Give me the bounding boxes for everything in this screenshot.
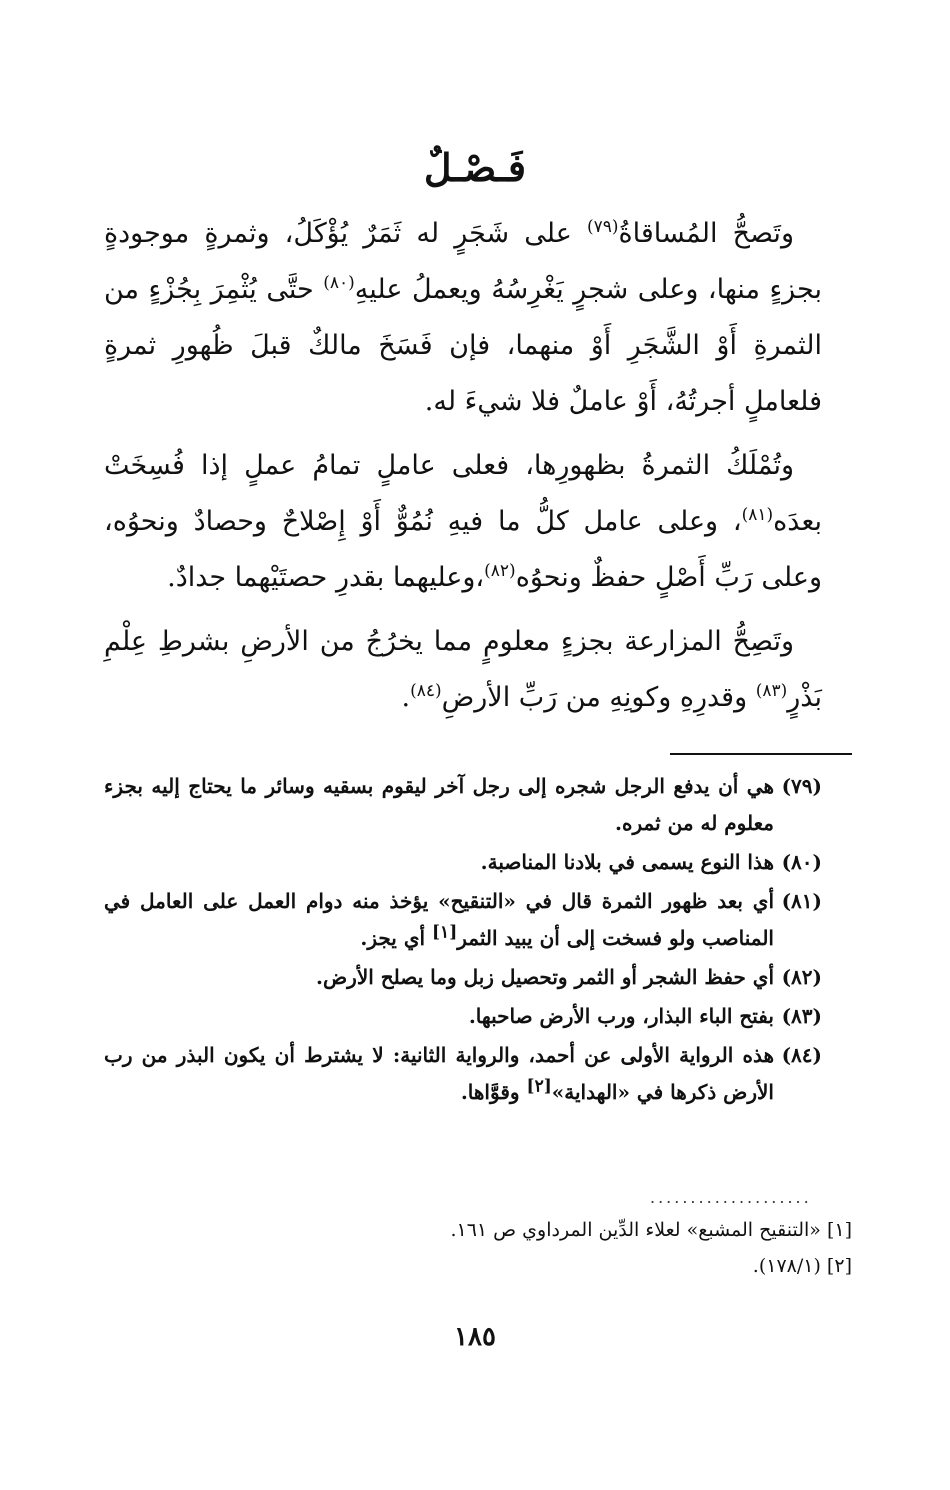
footnote-divider	[670, 753, 852, 755]
footnote-number: (٨١)	[781, 889, 822, 913]
paragraph-text: على شَجَرٍ له ثَمَرٌ يُؤْكَلُ، وثمرةٍ موجودةٍ بجزءٍ منها، وعلى شجرٍ يَغْرِسُهُ ويعملُ عليهِ	[104, 218, 822, 305]
paragraph-1	[104, 206, 822, 430]
paragraph-text: وتَصحُّ المُساقاةُ	[618, 218, 794, 249]
footnote	[104, 844, 822, 881]
paragraph-2	[104, 438, 822, 606]
footnote-ref: (٨٢)	[484, 561, 516, 581]
footnote-ref: (٨٣)	[755, 681, 788, 701]
main-text	[104, 206, 822, 734]
editor-note: [٢] (١٧٨/١).	[752, 1255, 852, 1277]
footnote-text: هي أن يدفع الرجل شجره إلى رجل آخر ليقوم بسقيه وسائر ما يحتاج إليه بجزء معلوم له من ثمره.	[104, 774, 774, 835]
paragraph-3	[104, 614, 822, 726]
footnote-ref: (٧٩)	[586, 217, 619, 237]
dotted-separator: ....................	[650, 1188, 812, 1207]
footnote-ref: (٨٠)	[323, 273, 355, 293]
footnote	[104, 998, 822, 1035]
footnote-number: (٨٠)	[781, 850, 822, 874]
paragraph-text: ، وعلى عامل كلُّ ما فيهِ نُمُوٌّ أَوْ إِصْلاحٌ وحصادٌ ونحوُه، وعلى رَبِّ أَصْلٍ حفظٌ ونحوُه	[104, 506, 822, 593]
footnote-number: (٨٣)	[781, 1004, 822, 1028]
editor-note-ref: [٢]	[526, 1076, 552, 1097]
footnote-ref: (٨١)	[741, 505, 774, 525]
paragraph-text: وتَصِحُّ المزارعة بجزءٍ معلومٍ مما يخرُجُ من الأرضِ بشرطِ عِلْمِ بَذْرٍ	[104, 626, 822, 713]
footnote-text-part: وقوَّاها.	[460, 1080, 527, 1104]
footnote-text-part: هذه الرواية الأولى عن أحمد، والرواية الثانية: لا يشترط أن يكون البذر من رب الأرض ذكرها في «الهداية»	[104, 1043, 774, 1104]
footnote-text: هذا النوع يسمى في بلادنا المناصبة.	[480, 850, 774, 874]
paragraph-text: .	[401, 682, 411, 713]
footnotes	[104, 768, 822, 1113]
footnote-number: (٨٤)	[781, 1043, 822, 1067]
footnote-text: بفتح الباء البذار، ورب الأرض صاحبها.	[468, 1004, 774, 1028]
editor-note: [١] «التنقيح المشبع» لعلاء الدِّين المرداوي ص ١٦١.	[450, 1219, 852, 1241]
section-heading: فَـصْـلٌ	[423, 145, 527, 190]
footnote-text: أي حفظ الشجر أو الثمر وتحصيل زبل وما يصلح الأرض.	[316, 965, 774, 989]
footnote-text	[104, 889, 774, 950]
footnote	[104, 959, 822, 996]
editor-notes	[300, 1212, 852, 1284]
footnote-number: (٧٩)	[781, 774, 822, 798]
footnote-text	[104, 1043, 774, 1104]
paragraph-text: ،وعليهما بقدرِ حصتَيْهما جدادٌ.	[167, 562, 485, 593]
paragraph-text: وتُمْلَكُ الثمرةُ بظهورِها، فعلى عاملٍ تمامُ عملٍ إذا فُسِخَتْ بعدَه	[104, 450, 822, 537]
footnote	[104, 883, 822, 957]
editor-note-ref: [١]	[432, 922, 458, 943]
paragraph-text: وقدرِهِ وكونِهِ من رَبِّ الأرضِ	[441, 682, 756, 713]
footnote-text-part: أي يجز.	[360, 926, 432, 950]
footnote-number: (٨٢)	[781, 965, 822, 989]
footnote-text-part: أي بعد ظهور الثمرة قال في «التنقيح» يؤخذ منه دوام العمل على العامل في المناصب ولو فسخت إلى أن يبيد الثمر	[104, 889, 774, 950]
paragraph-text: حتَّى يُثْمِرَ بِجُزْءٍ من الثمرةِ أَوْ الشَّجَرِ أَوْ منهما، فإن فَسَخَ مالكٌ قبلَ ظُهورِ ثمرةٍ فلعاملٍ أجرتُهُ، أَوْ عاملٌ فلا شيءَ له.	[104, 274, 822, 417]
page-number: ١٨٥	[454, 1322, 496, 1352]
footnote	[104, 1037, 822, 1111]
footnote	[104, 768, 822, 842]
footnote-ref: (٨٤)	[410, 681, 442, 701]
